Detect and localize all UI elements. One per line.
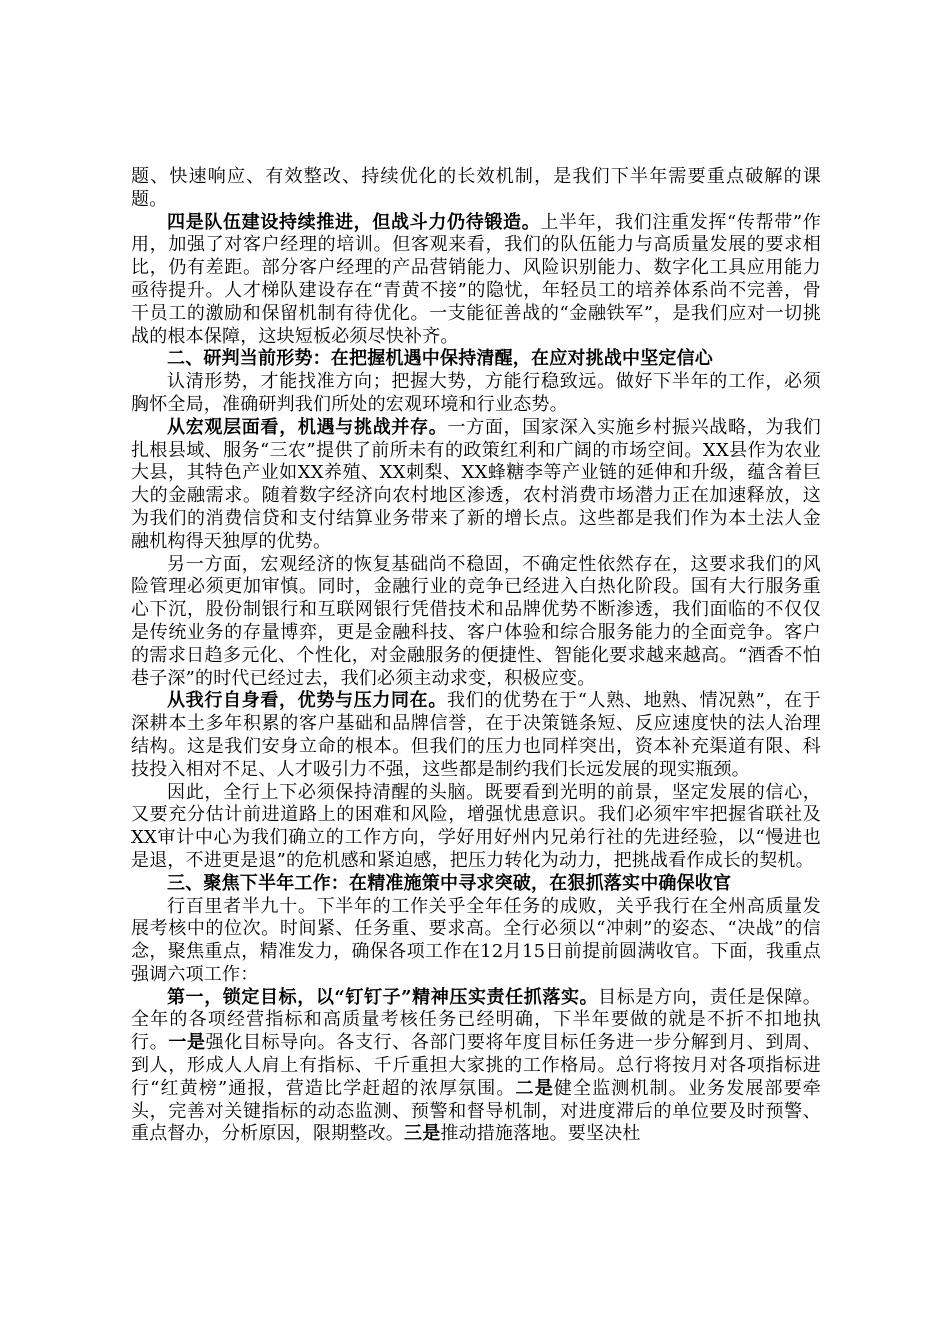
section-heading-3: 三、聚焦下半年工作：在精准施策中寻求突破，在狠抓落实中确保收官 bbox=[167, 872, 732, 894]
paragraph-continuation bbox=[131, 166, 821, 212]
section-heading-2: 二、研判当前形势：在把握机遇中保持清醒，在应对挑战中坚定信心 bbox=[167, 348, 713, 370]
paragraph-situation-intro bbox=[131, 371, 821, 417]
paragraph-lead: 从我行自身看，优势与压力同在。 bbox=[167, 690, 448, 712]
paragraph-text: 因此，全行上下必须保持清醒的头脑。既要看到光明的前景，坚定发展的信心，又要充分估计前进道路上的困难和风险，增强忧患意识。我们必须牢牢把握省联社及XX审计中心为我们确立的工作方向，学好用好州内兄弟行社的先进经验，以“慢进也是退，不进更是退”的危机感和紧迫感，把压力转化为动力，把挑战看作成长的契机。 bbox=[131, 781, 821, 871]
paragraph-first-task bbox=[131, 987, 821, 1147]
item-text-2: 健全监测机制。业务发展部要牵头，完善对关键指标的动态监测、预警和督导机制，对进度滞后的单位要及时预警、重点督办，分析原因，限期整改。 bbox=[131, 1077, 821, 1145]
item-text-1: 强化目标导向。各支行、各部门要将年度目标任务进一步分解到月、到周、到人，形成人人肩上有指标、千斤重担大家挑的工作格局。总行将按月对各项指标进行“红黄榜”通报，营造比学赶超的浓厚氛围。 bbox=[131, 1032, 821, 1099]
paragraph-text: 目标是方向，责任是保障。全年的各项经营指标和高质量考核任务已经明确，下半年要做的就是不折不扣地执行。 bbox=[131, 986, 821, 1054]
paragraph-team-building bbox=[131, 212, 821, 349]
item-marker-3: 三是 bbox=[404, 1123, 441, 1145]
paragraph-text: 一方面，国家深入实施乡村振兴战略，为我们扎根县域、服务“三农”提供了前所未有的政策红利和广阔的市场空间。XX县作为农业大县，其特色产业如XX养殖、XX刺梨、XX蜂糖李等产业链的延伸和升级，蕴含着巨大的金融需求。随着数字经济向农村地区渗透，农村消费市场潜力正在加速释放，这为我们的消费信贷和支付结算业务带来了新的增长点。这些都是我们作为本土法人金融机构得天独厚的优势。 bbox=[131, 416, 821, 552]
paragraph-other-side bbox=[131, 554, 821, 691]
paragraph-text: 题、快速响应、有效整改、持续优化的长效机制，是我们下半年需要重点破解的课题。 bbox=[131, 166, 821, 210]
paragraph-lead: 第一，锁定目标，以“钉钉子”精神压实责任抓落实。 bbox=[167, 986, 599, 1008]
paragraph-text: 行百里者半九十。下半年的工作关乎全年任务的成败，关乎我行在全州高质量发展考核中的位次。时间紧、任务重、要求高。全行必须以“冲刺”的姿态、“决战”的信念，聚焦重点，精准发力，确保各项工作在12月15日前提前圆满收官。下面，我重点强调六项工作： bbox=[131, 895, 821, 985]
paragraph-second-half-intro bbox=[131, 896, 821, 987]
paragraph-text: 认清形势，才能找准方向；把握大势，方能行稳致远。做好下半年的工作，必须胸怀全局，准确研判我们所处的宏观环境和行业态势。 bbox=[131, 371, 821, 415]
item-marker-2: 二是 bbox=[515, 1077, 554, 1099]
paragraph-therefore bbox=[131, 782, 821, 873]
paragraph-text: 我们的优势在于“人熟、地熟、情况熟”，在于深耕本土多年积累的客户基础和品牌信誉，在于决策链条短、反应速度快的法人治理结构。这是我们安身立命的根本。但我们的压力也同样突出，资本补充渠道有限、科技投入相对不足、人才吸引力不强，这些都是制约我们长远发展的现实瓶颈。 bbox=[131, 690, 821, 780]
paragraph-self-view bbox=[131, 690, 821, 781]
document-page bbox=[131, 166, 821, 1146]
paragraph-macro-view bbox=[131, 417, 821, 554]
item-marker-1: 一是 bbox=[168, 1032, 206, 1054]
item-text-3: 推动措施落地。要坚决杜 bbox=[440, 1123, 641, 1145]
paragraph-text: 上半年，我们注重发挥“传帮带”作用，加强了对客户经理的培训。但客观来看，我们的队伍能力与高质量发展的要求相比，仍有差距。部分客户经理的产品营销能力、风险识别能力、数字化工具应用能力亟待提升。人才梯队建设存在“青黄不接”的隐忧，年轻员工的培养体系尚不完善，骨干员工的激励和保留机制有待优化。一支能征善战的“金融铁军”，是我们应对一切挑战的根本保障，这块短板必须尽快补齐。 bbox=[131, 211, 822, 347]
paragraph-lead: 从宏观层面看，机遇与挑战并存。 bbox=[167, 416, 448, 438]
paragraph-lead: 四是队伍建设持续推进，但战斗力仍待锻造。 bbox=[167, 211, 541, 233]
paragraph-text: 另一方面，宏观经济的恢复基础尚不稳固，不确定性依然存在，这要求我们的风险管理必须更加审慎。同时，金融行业的竞争已经进入白热化阶段。国有大行服务重心下沉，股份制银行和互联网银行凭借技术和品牌优势不断渗透，我们面临的不仅仅是传统业务的存量博弈，更是金融科技、客户体验和综合服务能力的全面竞争。客户的需求日趋多元化、个性化，对金融服务的便捷性、智能化要求越来越高。“酒香不怕巷子深”的时代已经过去，我们必须主动求变，积极应变。 bbox=[131, 553, 821, 689]
